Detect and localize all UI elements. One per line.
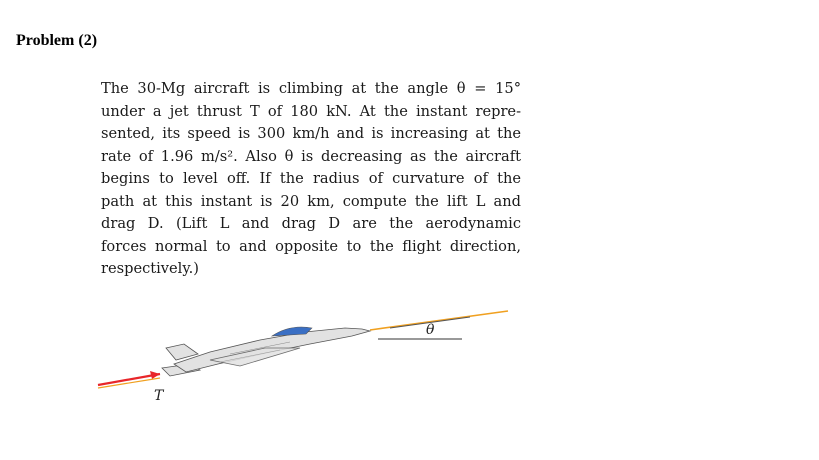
problem-statement: [101, 78, 521, 281]
problem-line: forces normal to and opposite to the flight direction,: [101, 237, 521, 255]
problem-title: Problem (2): [16, 32, 98, 49]
aircraft: [162, 327, 370, 376]
problem-line: respectively.): [101, 260, 199, 277]
problem-line: under a jet thrust T of 180 kN. At the instant repre-: [101, 102, 521, 120]
flight-path-line: [370, 311, 508, 330]
problem-line: The 30-Mg aircraft is climbing at the angle θ = 15°: [101, 80, 521, 97]
aircraft-figure: [90, 298, 520, 408]
problem-line: rate of 1.96 m/s². Also θ is decreasing as the aircraft: [101, 147, 521, 165]
problem-line: begins to level off. If the radius of curvature of the: [101, 170, 521, 187]
angle-label: θ: [426, 322, 435, 338]
thrust-label: T: [154, 388, 164, 404]
problem-line: sented, its speed is 300 km/h and is increasing at the: [101, 125, 521, 142]
problem-line: drag D. (Lift L and drag D are the aerodynamic: [101, 215, 521, 232]
problem-line: path at this instant is 20 km, compute the lift L and: [101, 192, 521, 210]
